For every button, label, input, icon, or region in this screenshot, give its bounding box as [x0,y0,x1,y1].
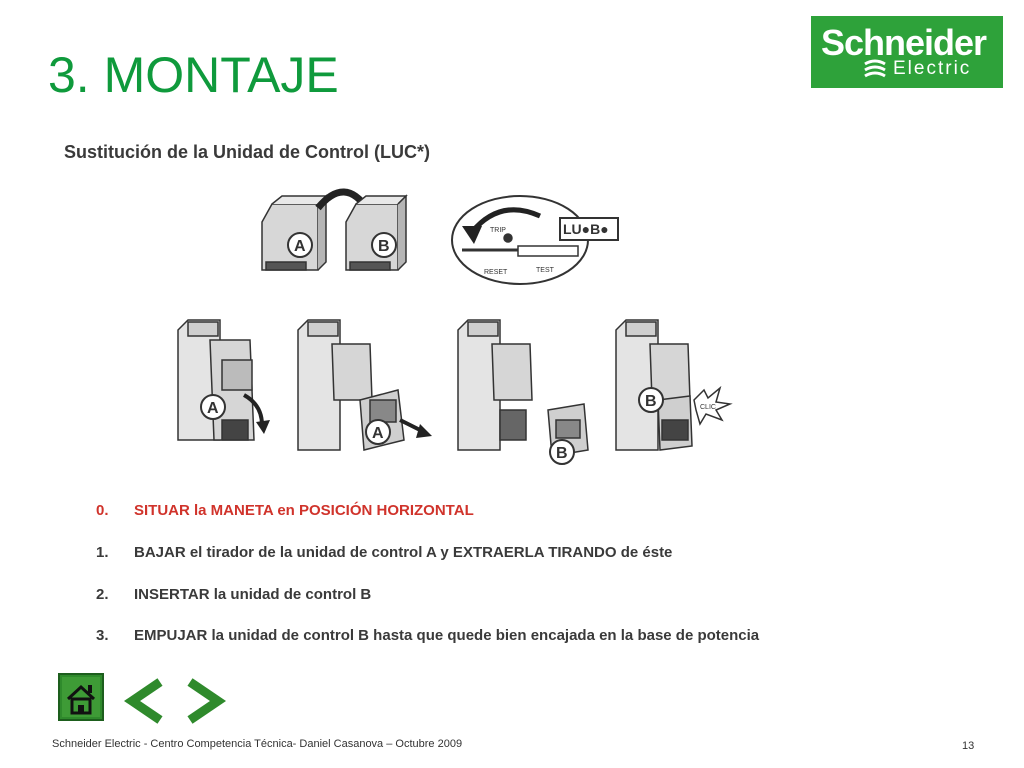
section-subtitle: Sustitución de la Unidad de Control (LUC*) [64,142,430,162]
label-lub: LU●B● [563,221,609,237]
label-a-step2: A [372,425,384,442]
step-0 [96,502,474,519]
logo-sub: Electric [893,58,972,79]
step-3-num: 3. [96,627,109,644]
step-2-num: 2. [96,586,109,603]
base-step-1 [178,320,270,440]
step-1-num: 1. [96,544,109,561]
step-3 [96,627,759,644]
prev-button[interactable] [120,676,172,726]
label-trip: TRIP [490,227,506,234]
label-b-step3: B [556,445,568,462]
chevron-left-icon [132,682,160,720]
control-unit-a [262,196,326,270]
control-unit-b [346,196,406,270]
step-0-num: 0. [96,502,109,519]
label-reset: RESET [484,269,508,276]
footer-text: Schneider Electric - Centro Competencia Técnica- Daniel Casanova – Octubre 2009 [52,738,463,750]
logo-brand: Schneider [821,22,987,63]
label-a-top: A [294,238,306,255]
label-clic: CLIC [700,404,716,411]
chevron-right-icon [190,682,218,720]
step-2-text: INSERTAR la unidad de control B [134,586,372,603]
label-test: TEST [536,267,554,274]
step-3-text: EMPUJAR la unidad de control B hasta que quede bien encajada en la base de potencia [134,627,760,644]
label-a-step1: A [207,400,219,417]
base-step-2 [298,320,432,450]
label-b-top: B [378,238,390,255]
trip-reset-dial [452,196,618,284]
base-step-3 [458,320,588,464]
step-1-text: BAJAR el tirador de la unidad de control A y EXTRAERLA TIRANDO de éste [134,544,673,561]
step-2 [96,586,371,603]
step-1 [96,544,672,561]
step-0-text: SITUAR la MANETA en POSICIÓN HORIZONTAL [134,502,474,519]
next-button[interactable] [178,676,230,726]
page-number: 13 [962,740,975,752]
home-button[interactable] [58,673,104,721]
base-step-4 [616,320,730,450]
home-icon [60,675,102,719]
label-b-step4: B [645,393,657,410]
page-title: 3. MONTAJE [48,47,339,103]
